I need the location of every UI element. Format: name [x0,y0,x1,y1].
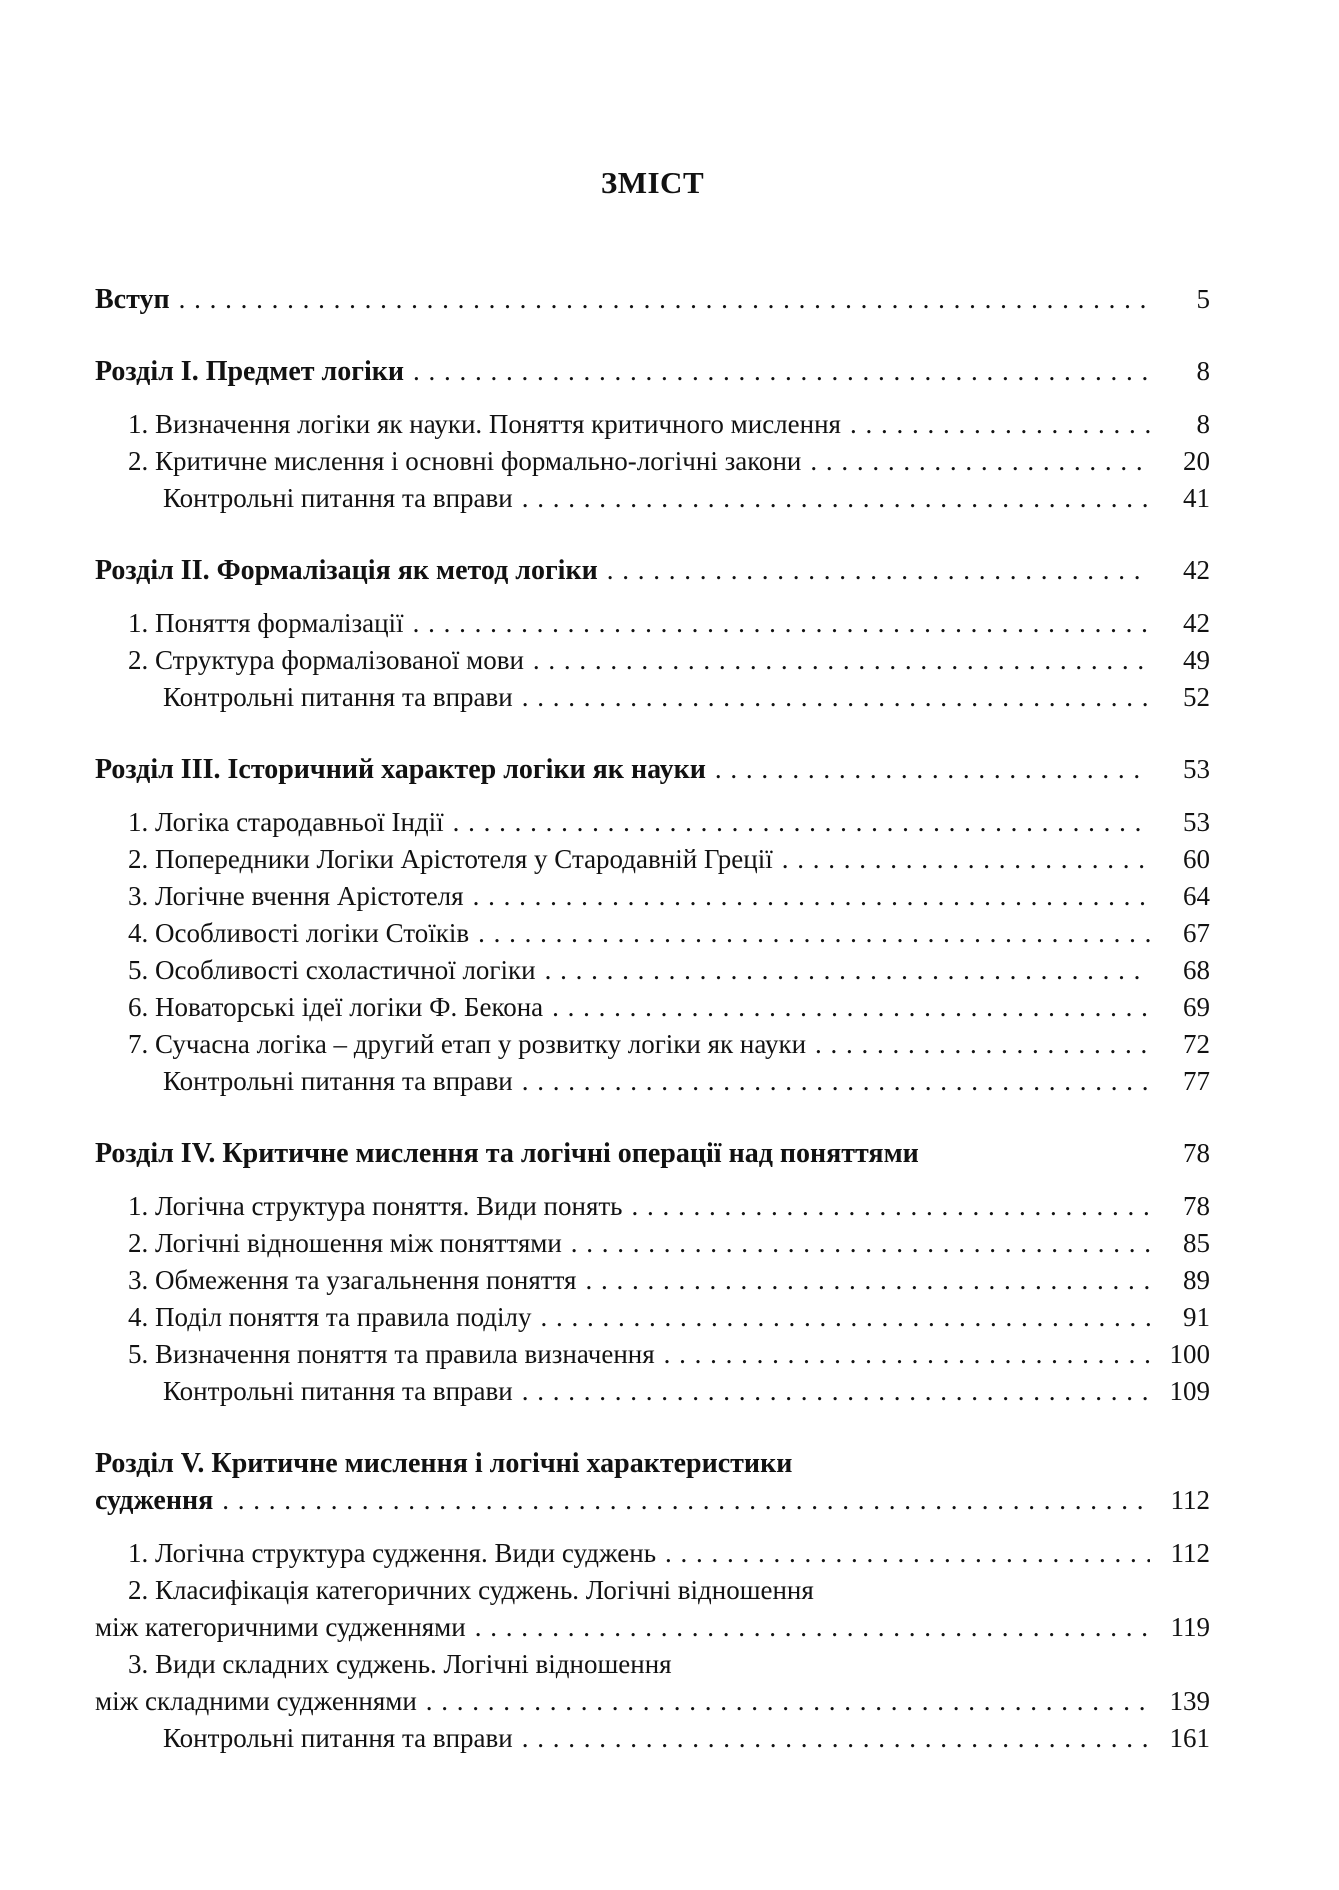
dot-leader [585,1262,1150,1299]
toc-item-row [95,1299,1210,1336]
page-number: 5 [1196,284,1210,314]
page-number: 41 [1183,483,1210,513]
toc-entry-label: 1. Визначення логіки як науки. Поняття критичного мислення [128,409,841,439]
page-number: 53 [1183,754,1210,784]
toc-entry-label: 1. Поняття формалізації [128,608,404,638]
page-number: 139 [1169,1686,1210,1716]
table-of-contents [95,281,1210,1757]
toc-section [95,353,1210,517]
toc-section [95,552,1210,716]
toc-item-row [95,679,1210,716]
toc-content [95,0,1210,1757]
toc-entry-label: Контрольні питання та вправи [163,1376,513,1406]
page-number: 161 [1169,1723,1210,1753]
toc-entry-label: 2. Структура формалізованої мови [128,645,524,675]
page-number: 119 [1170,1612,1210,1642]
toc-item-row [95,642,1210,679]
page-number: 85 [1183,1228,1210,1258]
toc-entry-label: 1. Логіка стародавньої Індії [128,807,444,837]
page-number: 78 [1183,1191,1210,1221]
page-number: 8 [1196,409,1210,439]
dot-leader [179,281,1150,318]
dot-leader [664,1336,1150,1373]
page-number: 42 [1183,555,1210,585]
toc-heading-row [95,751,1210,788]
toc-entry-label: Вступ [95,284,170,315]
dot-leader [522,1720,1150,1757]
toc-section [95,1445,1210,1757]
toc-item-row [95,878,1210,915]
toc-entry-label: 7. Сучасна логіка – другий етап у розвитку логіки як науки [128,1029,807,1059]
dot-leader [665,1535,1150,1572]
page-number: 53 [1183,807,1210,837]
dot-leader [522,1373,1150,1410]
toc-entry-label: 3. Обмеження та узагальнення поняття [128,1265,577,1295]
toc-entry-label: 4. Поділ поняття та правила поділу [128,1302,532,1332]
dot-leader [522,480,1150,517]
page-number: 72 [1183,1029,1210,1059]
toc-entry-label: Розділ IV. Критичне мислення та логічні операції над поняттями [95,1138,919,1169]
page-number: 109 [1169,1376,1210,1406]
toc-entry-label: 3. Логічне вчення Арістотеля [128,881,464,911]
page-number: 49 [1183,645,1210,675]
toc-item-row [95,1026,1210,1063]
dot-leader [815,1026,1150,1063]
toc-entry-label: 1. Логічна структура судження. Види суджень [128,1538,657,1568]
dot-leader [522,1063,1150,1100]
toc-item-row [95,952,1210,989]
dot-leader [571,1225,1150,1262]
toc-item-row [95,804,1210,841]
dot-leader [478,915,1150,952]
page-title: ЗМІСТ [600,165,705,200]
toc-item-row [95,605,1210,642]
dot-leader [552,989,1150,1026]
toc-entry-label: Розділ III. Історичний характер логіки як науки [95,754,706,785]
toc-item-row [95,1535,1210,1572]
dot-leader [522,679,1150,716]
dot-leader [413,605,1150,642]
toc-entry-label: 3. Види складних суджень. Логічні відношення [128,1649,672,1679]
toc-entry-label: між категоричними судженнями [95,1612,466,1642]
dot-leader [413,353,1150,390]
toc-entry-label: 4. Особливості логіки Стоїків [128,918,470,948]
toc-entry-label: 2. Попередники Логіки Арістотеля у Стародавній Греції [128,844,773,874]
toc-item-row [95,1188,1210,1225]
toc-entry-label: 2. Критичне мислення і основні формально-логічні закони [128,446,802,476]
toc-entry-label: 1. Логічна структура поняття. Види понять [128,1191,623,1221]
toc-item-row [95,1720,1210,1757]
dot-leader [222,1482,1150,1519]
toc-item-row [95,1225,1210,1262]
toc-entry-label: Розділ II. Формалізація як метод логіки [95,555,598,586]
page-number: 8 [1196,356,1210,386]
toc-item-row [95,1609,1210,1646]
toc-entry-label: 2. Логічні відношення між поняттями [128,1228,562,1258]
page-number: 69 [1183,992,1210,1022]
toc-item-row [95,1572,1210,1609]
toc-heading-row [95,1445,1210,1482]
toc-item-row [95,1063,1210,1100]
toc-entry-label: Контрольні питання та вправи [163,682,513,712]
dot-leader [541,1299,1151,1336]
toc-entry-label: Контрольні питання та вправи [163,1066,513,1096]
dot-leader [631,1188,1150,1225]
toc-item-row [95,915,1210,952]
dot-leader [715,751,1150,788]
toc-item-row [95,443,1210,480]
toc-heading-row [95,353,1210,390]
page-number: 100 [1169,1339,1210,1369]
dot-leader [475,1609,1150,1646]
toc-section [95,1135,1210,1410]
toc-item-row [95,1683,1210,1720]
page-number: 64 [1183,881,1210,911]
toc-entry-label: між складними судженнями [95,1686,417,1716]
toc-entry-label: 5. Визначення поняття та правила визначення [128,1339,655,1369]
dot-leader [533,642,1150,679]
toc-heading-row [95,281,1210,318]
toc-section [95,751,1210,1100]
dot-leader [453,804,1150,841]
toc-item-row [95,1262,1210,1299]
page-number: 52 [1183,682,1210,712]
toc-entry-label: Розділ I. Предмет логіки [95,356,404,387]
page-number: 68 [1183,955,1210,985]
toc-item-row [95,1336,1210,1373]
dot-leader [545,952,1150,989]
toc-heading-row [95,1135,1210,1172]
dot-leader [782,841,1150,878]
toc-entry-label: 5. Особливості схоластичної логіки [128,955,536,985]
dot-leader [810,443,1150,480]
page-number: 60 [1183,844,1210,874]
dot-leader [607,552,1150,589]
toc-entry-label: судження [95,1485,214,1516]
toc-item-row [95,989,1210,1026]
toc-item-row [95,841,1210,878]
dot-leader [473,878,1150,915]
toc-entry-label: Контрольні питання та вправи [163,483,513,513]
toc-entry-label: Контрольні питання та вправи [163,1723,513,1753]
toc-entry-label: Розділ V. Критичне мислення і логічні характеристики [95,1448,793,1479]
page-number: 112 [1170,1485,1210,1515]
toc-heading-row [95,552,1210,589]
toc-heading-row [95,1482,1210,1519]
page-number: 42 [1183,608,1210,638]
toc-item-row [95,1646,1210,1683]
page-number: 112 [1170,1538,1210,1568]
page-number: 20 [1183,446,1210,476]
toc-entry-label: 2. Класифікація категоричних суджень. Логічні відношення [128,1575,814,1605]
page-number: 77 [1183,1066,1210,1096]
page-number: 91 [1183,1302,1210,1332]
toc-item-row [95,1373,1210,1410]
toc-section [95,281,1210,318]
page-number: 89 [1183,1265,1210,1295]
toc-item-row [95,480,1210,517]
dot-leader [426,1683,1150,1720]
page-number: 78 [1183,1138,1210,1168]
dot-leader [850,406,1150,443]
page-number: 67 [1183,918,1210,948]
toc-entry-label: 6. Новаторські ідеї логіки Ф. Бекона [128,992,544,1022]
toc-item-row [95,406,1210,443]
